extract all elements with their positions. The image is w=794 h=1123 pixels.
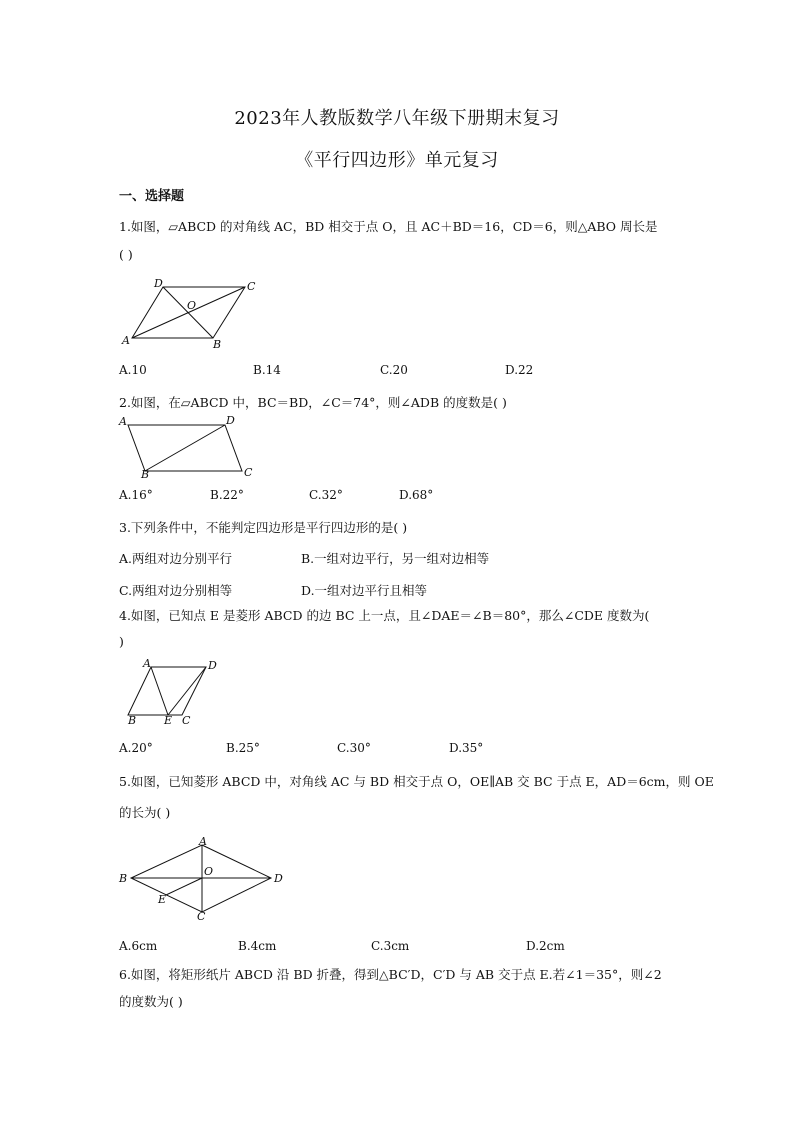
question-5-option-c: C.3cm (371, 939, 410, 953)
question-2-option-d: D.68° (399, 488, 434, 502)
question-5-option-a: A.6cm (119, 939, 158, 953)
segment-oe (166, 878, 202, 895)
label-e: E (158, 893, 167, 906)
question-4-text: 4.如图，已知点 E 是菱形 ABCD 的边 BC 上一点，且∠DAE＝∠B＝80°，那么∠CDE 度数为( (119, 608, 650, 623)
question-3-option-a: A.两组对边分别平行 (119, 551, 233, 566)
label-d: D (226, 414, 235, 427)
question-5-text: 5.如图，已知菱形 ABCD 中，对角线 AC 与 BD 相交于点 O，OE∥AB 交 BC 于点 E，AD＝6cm，则 OE (119, 774, 714, 789)
question-4-option-a: A.20° (119, 741, 153, 755)
label-c: C (197, 910, 206, 923)
question-4-option-d: D.35° (449, 741, 484, 755)
doc-title: 2023年人教版数学八年级下册期末复习 (234, 108, 560, 129)
label-a: A (199, 835, 207, 848)
label-b: B (119, 872, 128, 885)
question-1-option-b: B.14 (253, 363, 281, 377)
label-o: O (204, 865, 214, 878)
question-3-text: 3.下列条件中，不能判定四边形是平行四边形的是( ) (119, 520, 408, 535)
question-2-option-b: B.22° (210, 488, 244, 502)
diagonal-bd (163, 287, 213, 338)
question-1-blank: ( ) (119, 247, 133, 262)
diagonal-bd (145, 425, 225, 471)
question-5-figure (116, 835, 291, 923)
label-c: C (182, 714, 191, 727)
label-a: A (119, 415, 127, 428)
label-d: D (274, 872, 283, 885)
label-c: C (247, 280, 256, 293)
label-a: A (143, 657, 151, 670)
rhombus-abcd (128, 667, 206, 715)
question-4-figure (122, 656, 222, 728)
question-2-figure (116, 413, 261, 481)
question-1-option-a: A.10 (119, 363, 147, 377)
question-1-option-c: C.20 (380, 363, 408, 377)
question-4-option-b: B.25° (226, 741, 260, 755)
question-3-option-c: C.两组对边分别相等 (119, 583, 233, 598)
question-5-blank: 的长为( ) (119, 805, 171, 820)
segment-de (168, 667, 206, 715)
section-heading: 一、选择题 (119, 189, 185, 204)
label-b: B (128, 714, 137, 727)
label-a: A (122, 334, 130, 347)
question-1-text: 1.如图，▱ABCD 的对角线 AC，BD 相交于点 O，且 AC＋BD＝16，CD＝6，则△ABO 周长是 (119, 219, 658, 234)
question-1-option-d: D.22 (505, 363, 534, 377)
label-e: E (164, 714, 173, 727)
segment-ae (151, 667, 168, 715)
question-1-figure (118, 276, 268, 350)
question-5-option-d: D.2cm (526, 939, 565, 953)
label-d: D (208, 659, 217, 672)
label-b: B (141, 468, 150, 481)
question-6-blank: 的度数为( ) (119, 994, 183, 1009)
question-4-option-c: C.30° (337, 741, 371, 755)
question-6-text: 6.如图，将矩形纸片 ABCD 沿 BD 折叠，得到△BC′D，C′D 与 AB 交于点 E.若∠1＝35°，则∠2 (119, 967, 662, 982)
label-b: B (213, 338, 222, 350)
question-3-option-b: B.一组对边平行，另一组对边相等 (301, 551, 490, 566)
question-2-option-a: A.16° (119, 488, 153, 502)
label-o: O (187, 299, 197, 312)
label-d: D (154, 277, 163, 290)
question-5-option-b: B.4cm (238, 939, 277, 953)
doc-subtitle: 《平行四边形》单元复习 (295, 150, 499, 171)
question-2-text: 2.如图，在▱ABCD 中，BC＝BD，∠C＝74°，则∠ADB 的度数是( ) (119, 395, 507, 410)
label-c: C (244, 466, 253, 479)
question-2-option-c: C.32° (309, 488, 343, 502)
question-3-option-d: D.一组对边平行且相等 (301, 583, 428, 598)
question-4-blank: ) (119, 634, 124, 649)
